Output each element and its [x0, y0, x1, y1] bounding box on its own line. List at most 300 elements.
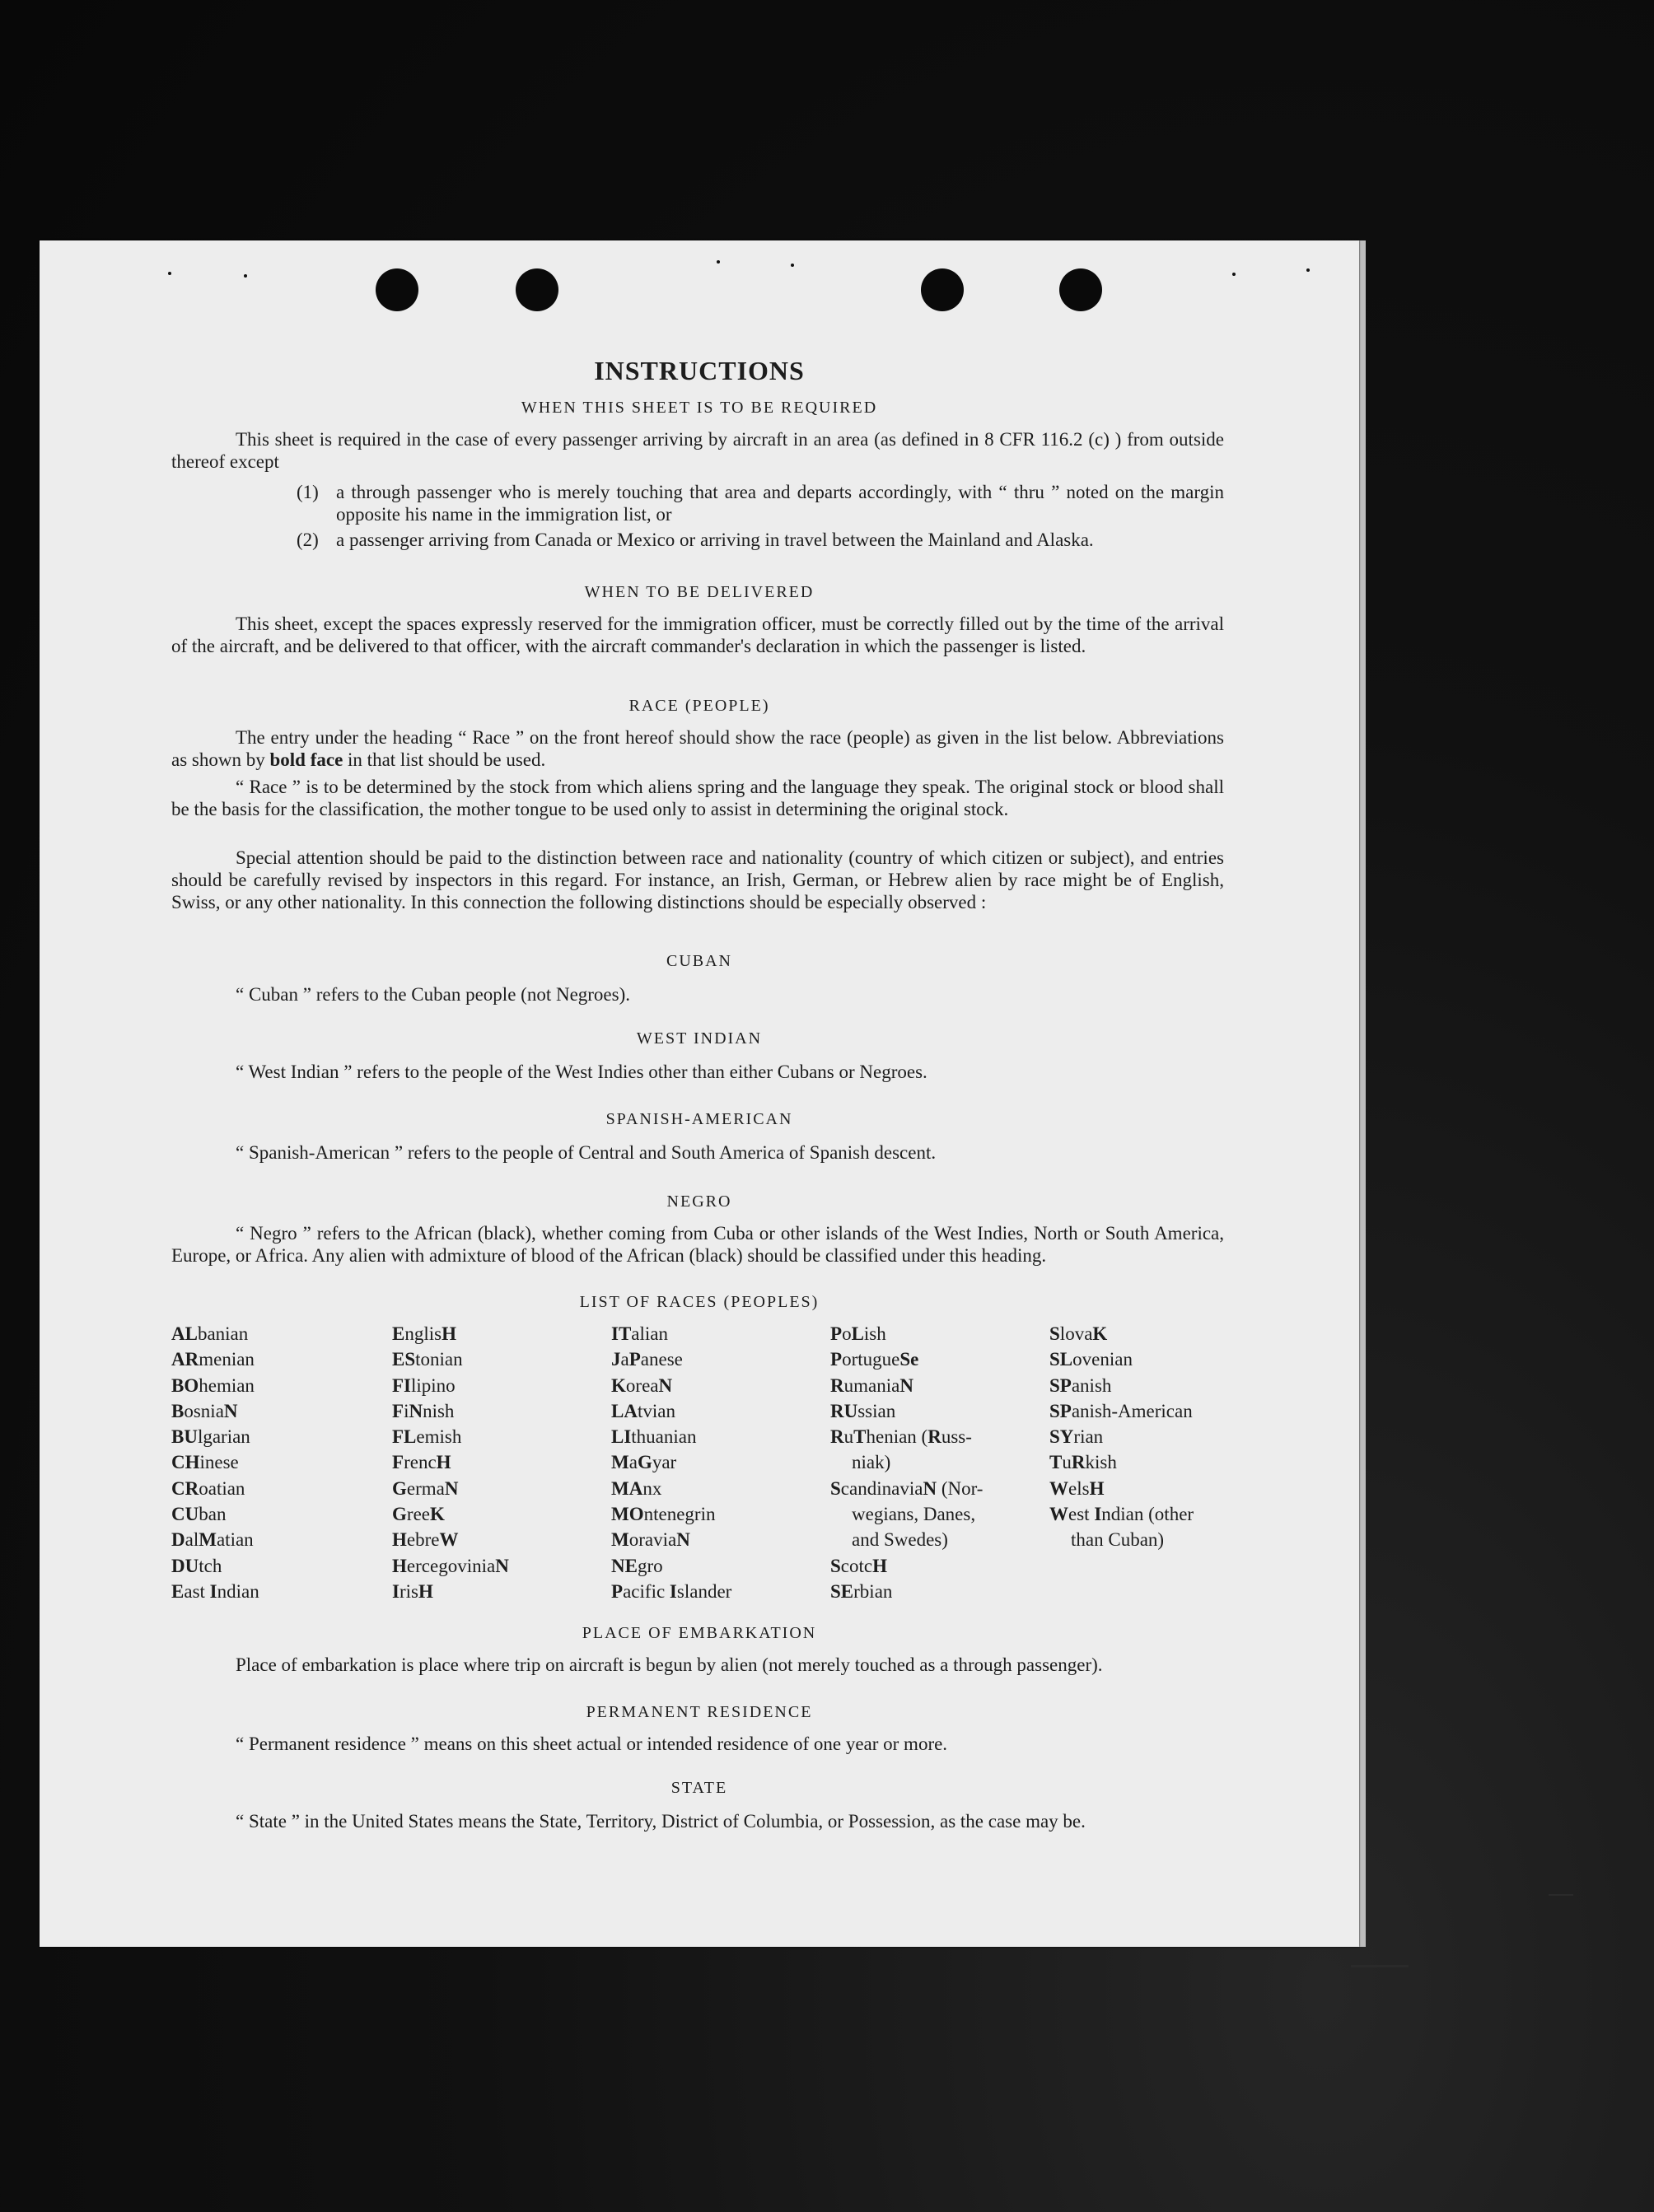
race-text: niak) — [852, 1452, 891, 1473]
page-title: INSTRUCTIONS — [594, 356, 805, 385]
race-text: h — [1169, 1504, 1180, 1525]
race-abbreviation: M — [199, 1529, 217, 1551]
exception-text: a passenger arriving from Canada or Mexico or arriving in travel between the Mainland and Alaska. — [336, 530, 1094, 550]
scan-speck — [717, 260, 720, 264]
race-text: a — [899, 1426, 908, 1448]
race-text: gro — [637, 1555, 663, 1576]
race-abbreviation: I — [669, 1580, 677, 1602]
race-text: v — [457, 1555, 467, 1576]
page-edge — [1359, 240, 1366, 1947]
race-abbreviation: R — [1071, 1452, 1086, 1473]
race-text: a — [216, 1529, 226, 1551]
race-text: d — [707, 1580, 717, 1602]
race-abbreviation: R — [830, 1426, 844, 1448]
section-heading-state: STATE — [670, 1779, 728, 1797]
race-entry — [830, 1373, 983, 1398]
race-text: a — [185, 1529, 194, 1551]
race-abbreviation: N — [409, 1400, 423, 1421]
race-text: u — [941, 1426, 951, 1448]
race-entry — [611, 1321, 731, 1346]
race-text: e — [891, 1349, 900, 1370]
race-text: inese — [199, 1452, 239, 1473]
section-heading-negro: NEGRO — [666, 1192, 732, 1211]
race-text: l — [1077, 1477, 1082, 1499]
race-text: e — [406, 1477, 416, 1499]
race-entry — [1049, 1501, 1194, 1527]
race-text: hemian — [199, 1374, 255, 1396]
race-abbreviation: N — [444, 1477, 459, 1499]
section-heading-delivered: WHEN TO BE DELIVERED — [584, 583, 815, 601]
section-heading-race: RACE (PEOPLE) — [628, 697, 770, 715]
race-text: n — [418, 1452, 428, 1473]
race-text: n — [404, 1323, 414, 1344]
race-entry — [171, 1501, 259, 1527]
race-text: i — [876, 1477, 882, 1499]
race-abbreviation: N — [223, 1400, 238, 1421]
race-abbreviation: I — [1094, 1504, 1102, 1525]
race-text: n — [200, 1400, 211, 1421]
race-text: o — [849, 1555, 859, 1576]
race-entry — [1049, 1346, 1194, 1372]
race-abbreviation: G — [637, 1452, 652, 1473]
race-text: i — [405, 1580, 412, 1602]
race-text: tvian — [637, 1400, 675, 1421]
race-text: a — [215, 1400, 224, 1421]
race-text: n — [876, 1374, 886, 1396]
race-text: tch — [199, 1555, 222, 1576]
race-text: k — [1085, 1452, 1095, 1473]
race-text: a — [184, 1580, 193, 1602]
race-abbreviation: W — [439, 1529, 459, 1551]
race-text: lipino — [411, 1374, 456, 1396]
race-abbreviation: D — [171, 1529, 185, 1551]
race-text: n — [250, 1580, 259, 1602]
races-column — [1049, 1321, 1194, 1553]
exception-item-2 — [297, 529, 1224, 551]
scan-speck — [791, 264, 794, 267]
race-text: s — [951, 1426, 959, 1448]
race-text: n — [217, 1580, 227, 1602]
race-abbreviation: NE — [611, 1555, 638, 1576]
race-text: i — [909, 1477, 915, 1499]
race-entry — [611, 1527, 731, 1552]
race-text-bold: bold face — [269, 749, 343, 770]
race-text: h — [444, 1400, 455, 1421]
race-text: a — [891, 1477, 900, 1499]
race-text: u — [862, 1349, 873, 1370]
race-entry — [392, 1373, 509, 1398]
race-text: o — [842, 1323, 852, 1344]
race-text: a — [644, 1529, 654, 1551]
race-text: a — [668, 1529, 677, 1551]
race-text: thuanian — [631, 1426, 697, 1448]
race-text: ovenian — [1072, 1349, 1133, 1370]
race-text: i — [1094, 1452, 1100, 1473]
paragraph-required: This sheet is required in the case of every passenger arriving by aircraft in an area (as defined in 8 CFR 116.2 (c) ) from outside thereof except — [171, 429, 1224, 472]
race-abbreviation: P — [830, 1349, 843, 1370]
race-text: r — [406, 1504, 414, 1525]
race-abbreviation: I — [209, 1580, 217, 1602]
race-text: c — [656, 1580, 666, 1602]
race-text: l — [423, 1323, 429, 1344]
race-text: e — [1068, 1504, 1077, 1525]
race-text: r — [670, 1452, 677, 1473]
race-abbreviation: K — [1092, 1323, 1108, 1344]
race-text: t — [857, 1349, 863, 1370]
race-text: a — [436, 1477, 445, 1499]
race-entry — [830, 1553, 983, 1579]
race-text: n — [472, 1555, 482, 1576]
race-abbreviation: CR — [171, 1477, 199, 1499]
race-text: a — [849, 1477, 858, 1499]
section-heading-residence: PERMANENT RESIDENCE — [586, 1703, 813, 1721]
race-abbreviation: T — [853, 1426, 867, 1448]
race-text: c — [631, 1580, 640, 1602]
race-entry — [830, 1449, 983, 1475]
race-entry — [611, 1373, 731, 1398]
race-text: r — [725, 1580, 732, 1602]
race-text: e — [1179, 1504, 1188, 1525]
race-text: g — [872, 1349, 882, 1370]
race-abbreviation: H — [418, 1580, 433, 1602]
race-text: s — [434, 1323, 442, 1344]
race-entry — [171, 1449, 259, 1475]
race-entry — [830, 1501, 983, 1527]
race-text: e — [413, 1504, 422, 1525]
race-entry — [392, 1449, 509, 1475]
race-text: n — [244, 1529, 254, 1551]
race-entry — [392, 1501, 509, 1527]
race-entry — [392, 1346, 509, 1372]
race-abbreviation: S — [1049, 1323, 1060, 1344]
race-abbreviation: SE — [830, 1580, 854, 1602]
race-abbreviation: Se — [899, 1349, 919, 1370]
race-text: s — [1077, 1504, 1085, 1525]
race-entry — [611, 1476, 731, 1501]
race-entry — [171, 1553, 259, 1579]
race-abbreviation: S — [830, 1477, 841, 1499]
race-text: e — [875, 1426, 885, 1448]
race-abbreviation: DU — [171, 1555, 199, 1576]
races-column — [392, 1321, 509, 1604]
race-entry — [171, 1527, 259, 1552]
race-text: alian — [631, 1323, 668, 1344]
race-text-part: in that list should be used. — [343, 749, 546, 770]
race-text: and Swedes) — [852, 1529, 948, 1551]
race-text: c — [863, 1555, 873, 1576]
race-text: a — [235, 1529, 245, 1551]
race-text: a — [623, 1580, 632, 1602]
race-text: a — [640, 1349, 649, 1370]
paragraph-embarkation: Place of embarkation is place where trip on aircraft is begun by alien (not merely touched as a through passenger). — [236, 1654, 1103, 1675]
race-abbreviation: G — [392, 1477, 407, 1499]
race-text: e — [406, 1529, 416, 1551]
race-abbreviation: BU — [171, 1426, 198, 1448]
race-entry — [1049, 1476, 1194, 1501]
race-text: o — [1065, 1323, 1075, 1344]
race-text: a — [1084, 1323, 1093, 1344]
race-text: - — [965, 1426, 972, 1448]
race-text: o — [628, 1529, 639, 1551]
race-text: lgarian — [197, 1426, 250, 1448]
race-entry — [830, 1476, 983, 1501]
races-column — [830, 1321, 983, 1604]
race-entry — [392, 1321, 509, 1346]
race-abbreviation: S — [830, 1555, 841, 1576]
race-text: u — [843, 1374, 854, 1396]
race-entry — [392, 1553, 509, 1579]
race-text: r — [1187, 1504, 1194, 1525]
race-text: a — [1125, 1504, 1134, 1525]
race-abbreviation: H — [392, 1529, 407, 1551]
race-text: menian — [199, 1349, 255, 1370]
race-text: n — [698, 1580, 708, 1602]
race-abbreviation: SP — [1049, 1400, 1072, 1421]
race-text: s — [193, 1400, 201, 1421]
race-text: e — [1068, 1477, 1077, 1499]
race-text: i — [230, 1529, 236, 1551]
race-entry — [1049, 1424, 1194, 1449]
race-text: tonian — [415, 1349, 463, 1370]
race-text: a — [891, 1374, 900, 1396]
punch-hole — [376, 268, 418, 311]
section-heading-cuban: CUBAN — [666, 952, 732, 970]
exception-number: (2) — [297, 530, 319, 550]
race-text: oatian — [199, 1477, 245, 1499]
punch-hole — [1059, 268, 1102, 311]
race-abbreviation: H — [392, 1555, 407, 1576]
race-text: o — [1154, 1504, 1165, 1525]
race-abbreviation: E — [171, 1580, 185, 1602]
race-entry — [1049, 1373, 1194, 1398]
race-text: c — [421, 1555, 430, 1576]
race-text: u — [843, 1426, 854, 1448]
race-text: anish — [1071, 1374, 1112, 1396]
race-text: h — [876, 1323, 886, 1344]
race-text: r — [424, 1529, 432, 1551]
race-text: i — [1120, 1504, 1126, 1525]
race-abbreviation: SL — [1049, 1349, 1073, 1370]
race-abbreviation: LI — [611, 1426, 632, 1448]
race-text: r — [415, 1555, 422, 1576]
race-text: a — [628, 1452, 638, 1473]
race-text: o — [625, 1374, 636, 1396]
race-text: r — [638, 1529, 645, 1551]
race-abbreviation: FL — [392, 1426, 417, 1448]
race-text: i — [210, 1400, 216, 1421]
race-abbreviation: SP — [1049, 1374, 1072, 1396]
race-abbreviation: FI — [392, 1374, 411, 1396]
race-entry — [830, 1398, 983, 1424]
race-text: r — [635, 1374, 642, 1396]
race-abbreviation: E — [392, 1323, 405, 1344]
race-abbreviation: AR — [171, 1349, 199, 1370]
race-text: m — [421, 1477, 437, 1499]
race-text: rian — [1073, 1426, 1104, 1448]
race-abbreviation: P — [830, 1323, 843, 1344]
race-text: a — [868, 1374, 877, 1396]
race-entry — [392, 1398, 509, 1424]
race-text: n — [1133, 1504, 1144, 1525]
race-text: i — [863, 1323, 870, 1344]
race-entry — [1049, 1321, 1194, 1346]
race-entry — [171, 1373, 259, 1398]
race-abbreviation: N — [923, 1477, 937, 1499]
race-abbreviation: N — [495, 1555, 509, 1576]
race-text: i — [428, 1323, 435, 1344]
race-text: e — [406, 1555, 416, 1576]
race-text: i — [236, 1580, 241, 1602]
race-text: anish-American — [1071, 1400, 1193, 1421]
race-abbreviation: CU — [171, 1504, 199, 1525]
race-text: i — [651, 1580, 656, 1602]
race-text: d — [1110, 1504, 1121, 1525]
paragraph-race-1 — [171, 726, 1224, 771]
race-text: l — [1059, 1323, 1066, 1344]
race-entry — [611, 1449, 731, 1475]
race-text: i — [481, 1555, 487, 1576]
race-text: t — [1084, 1504, 1090, 1525]
race-entry — [392, 1476, 509, 1501]
race-text: i — [432, 1400, 437, 1421]
race-text: r — [404, 1452, 410, 1473]
race-abbreviation: CH — [171, 1452, 200, 1473]
race-text: e — [642, 1374, 651, 1396]
race-text: e — [431, 1529, 440, 1551]
race-text: ssian — [857, 1400, 896, 1421]
race-abbreviation: L — [851, 1323, 864, 1344]
race-abbreviation: RU — [830, 1400, 858, 1421]
race-entry — [171, 1398, 259, 1424]
race-entry — [1049, 1398, 1194, 1424]
races-column — [171, 1321, 259, 1604]
race-text: u — [1062, 1452, 1072, 1473]
race-text: g — [438, 1555, 448, 1576]
race-entry — [830, 1527, 983, 1552]
race-text: d — [227, 1580, 236, 1602]
race-text: i — [662, 1529, 668, 1551]
race-abbreviation: K — [430, 1504, 445, 1525]
race-text: t — [199, 1580, 205, 1602]
paragraph-delivered: This sheet, except the spaces expressly reserved for the immigration officer, must be correctly filled out by the time of the arrival of the aircraft, and be delivered to that officer, with the aircraft commander's declaration in which the passenger is listed. — [171, 614, 1224, 656]
race-abbreviation: W — [1049, 1477, 1068, 1499]
race-text: s — [676, 1580, 684, 1602]
race-text: n — [907, 1426, 917, 1448]
race-text: r — [399, 1580, 406, 1602]
race-text: emish — [416, 1426, 462, 1448]
race-abbreviation: K — [611, 1374, 626, 1396]
race-text: g — [414, 1323, 424, 1344]
race-abbreviation: IT — [611, 1323, 632, 1344]
race-entry — [611, 1553, 731, 1579]
scan-speck — [1232, 273, 1236, 276]
race-text: h — [1107, 1452, 1117, 1473]
races-list — [171, 1321, 1234, 1601]
race-abbreviation: M — [611, 1529, 629, 1551]
race-abbreviation: MA — [611, 1477, 643, 1499]
race-entry — [392, 1424, 509, 1449]
paragraph-cuban: “ Cuban ” refers to the Cuban people (not Negroes). — [236, 984, 631, 1005]
race-text: i — [466, 1555, 473, 1576]
race-text-part: The entry under the heading “ Race ” on the front hereof should show the race (people) as given in the list below. Abbreviations as shown by — [171, 727, 1224, 770]
race-text: i — [885, 1374, 892, 1396]
race-abbreviation: AL — [171, 1323, 198, 1344]
race-text: n — [881, 1477, 892, 1499]
race-abbreviation: H — [442, 1323, 456, 1344]
race-abbreviation: B — [171, 1400, 185, 1421]
race-abbreviation: P — [611, 1580, 624, 1602]
race-text: nx — [642, 1477, 662, 1499]
race-text: ban — [199, 1504, 227, 1525]
race-text: a — [661, 1452, 670, 1473]
race-abbreviation: P — [628, 1349, 641, 1370]
race-text: y — [652, 1452, 662, 1473]
race-abbreviation: N — [899, 1374, 913, 1396]
race-text: b — [415, 1529, 425, 1551]
race-text: s — [1100, 1452, 1108, 1473]
race-entry — [171, 1346, 259, 1372]
race-text: h — [866, 1426, 876, 1448]
race-text: s — [437, 1400, 445, 1421]
race-entry — [830, 1579, 983, 1604]
race-text: a — [241, 1580, 250, 1602]
race-abbreviation: J — [611, 1349, 621, 1370]
race-text: ( — [1148, 1504, 1155, 1525]
race-text: s — [869, 1323, 877, 1344]
race-text: e — [674, 1349, 683, 1370]
scan-artifact-line — [1549, 1894, 1573, 1896]
race-abbreviation: N — [676, 1529, 690, 1551]
race-text: s — [192, 1580, 200, 1602]
race-entry — [611, 1398, 731, 1424]
race-text: wegians, Danes, — [852, 1504, 976, 1525]
race-text: n — [1101, 1504, 1111, 1525]
race-text: v — [899, 1477, 909, 1499]
race-text: n — [423, 1400, 432, 1421]
race-text: e — [430, 1555, 439, 1576]
race-text: n — [884, 1426, 894, 1448]
exception-text: a through passenger who is merely touching that area and departs accordingly, with “ thru ” noted on the margin opposite his name in the immigration list, or — [336, 482, 1224, 525]
race-text: ( — [921, 1426, 928, 1448]
paragraph-residence: “ Permanent residence ” means on this sheet actual or intended residence of one year or more. — [236, 1734, 948, 1754]
race-abbreviation: H — [436, 1452, 451, 1473]
paragraph-negro: “ Negro ” refers to the African (black), whether coming from Cuba or other islands of the West Indies, North or South America, Europe, or Africa. Any alien with admixture of blood of the African (black) should be classified under this heading. — [171, 1223, 1224, 1266]
race-abbreviation: R — [927, 1426, 941, 1448]
punch-hole — [516, 268, 558, 311]
scan-artifact-line — [1351, 1965, 1409, 1967]
race-text: a — [650, 1374, 659, 1396]
scan-speck — [1306, 268, 1310, 272]
race-text: (Nor- — [937, 1477, 984, 1499]
race-entry — [830, 1321, 983, 1346]
race-text: n — [649, 1349, 659, 1370]
exception-number: (1) — [297, 482, 319, 502]
race-abbreviation: LA — [611, 1400, 638, 1421]
race-text: a — [620, 1349, 629, 1370]
race-text: s — [958, 1426, 966, 1448]
race-text: m — [853, 1374, 869, 1396]
race-abbreviation: M — [611, 1452, 629, 1473]
race-text: e — [409, 1452, 418, 1473]
race-text: i — [893, 1426, 899, 1448]
race-text: l — [193, 1529, 199, 1551]
race-abbreviation: I — [392, 1580, 399, 1602]
race-abbreviation: F — [392, 1400, 404, 1421]
punch-hole — [921, 268, 964, 311]
race-text: c — [840, 1555, 850, 1576]
section-heading-list-of-races: LIST OF RACES (PEOPLES) — [579, 1293, 820, 1311]
paragraph-race-2: “ Race ” is to be determined by the stock from which aliens spring and the language they speak. The original stock or blood shall be the basis for the classification, the mother tongue to be used only to assist in determining the original stock. — [171, 777, 1224, 819]
